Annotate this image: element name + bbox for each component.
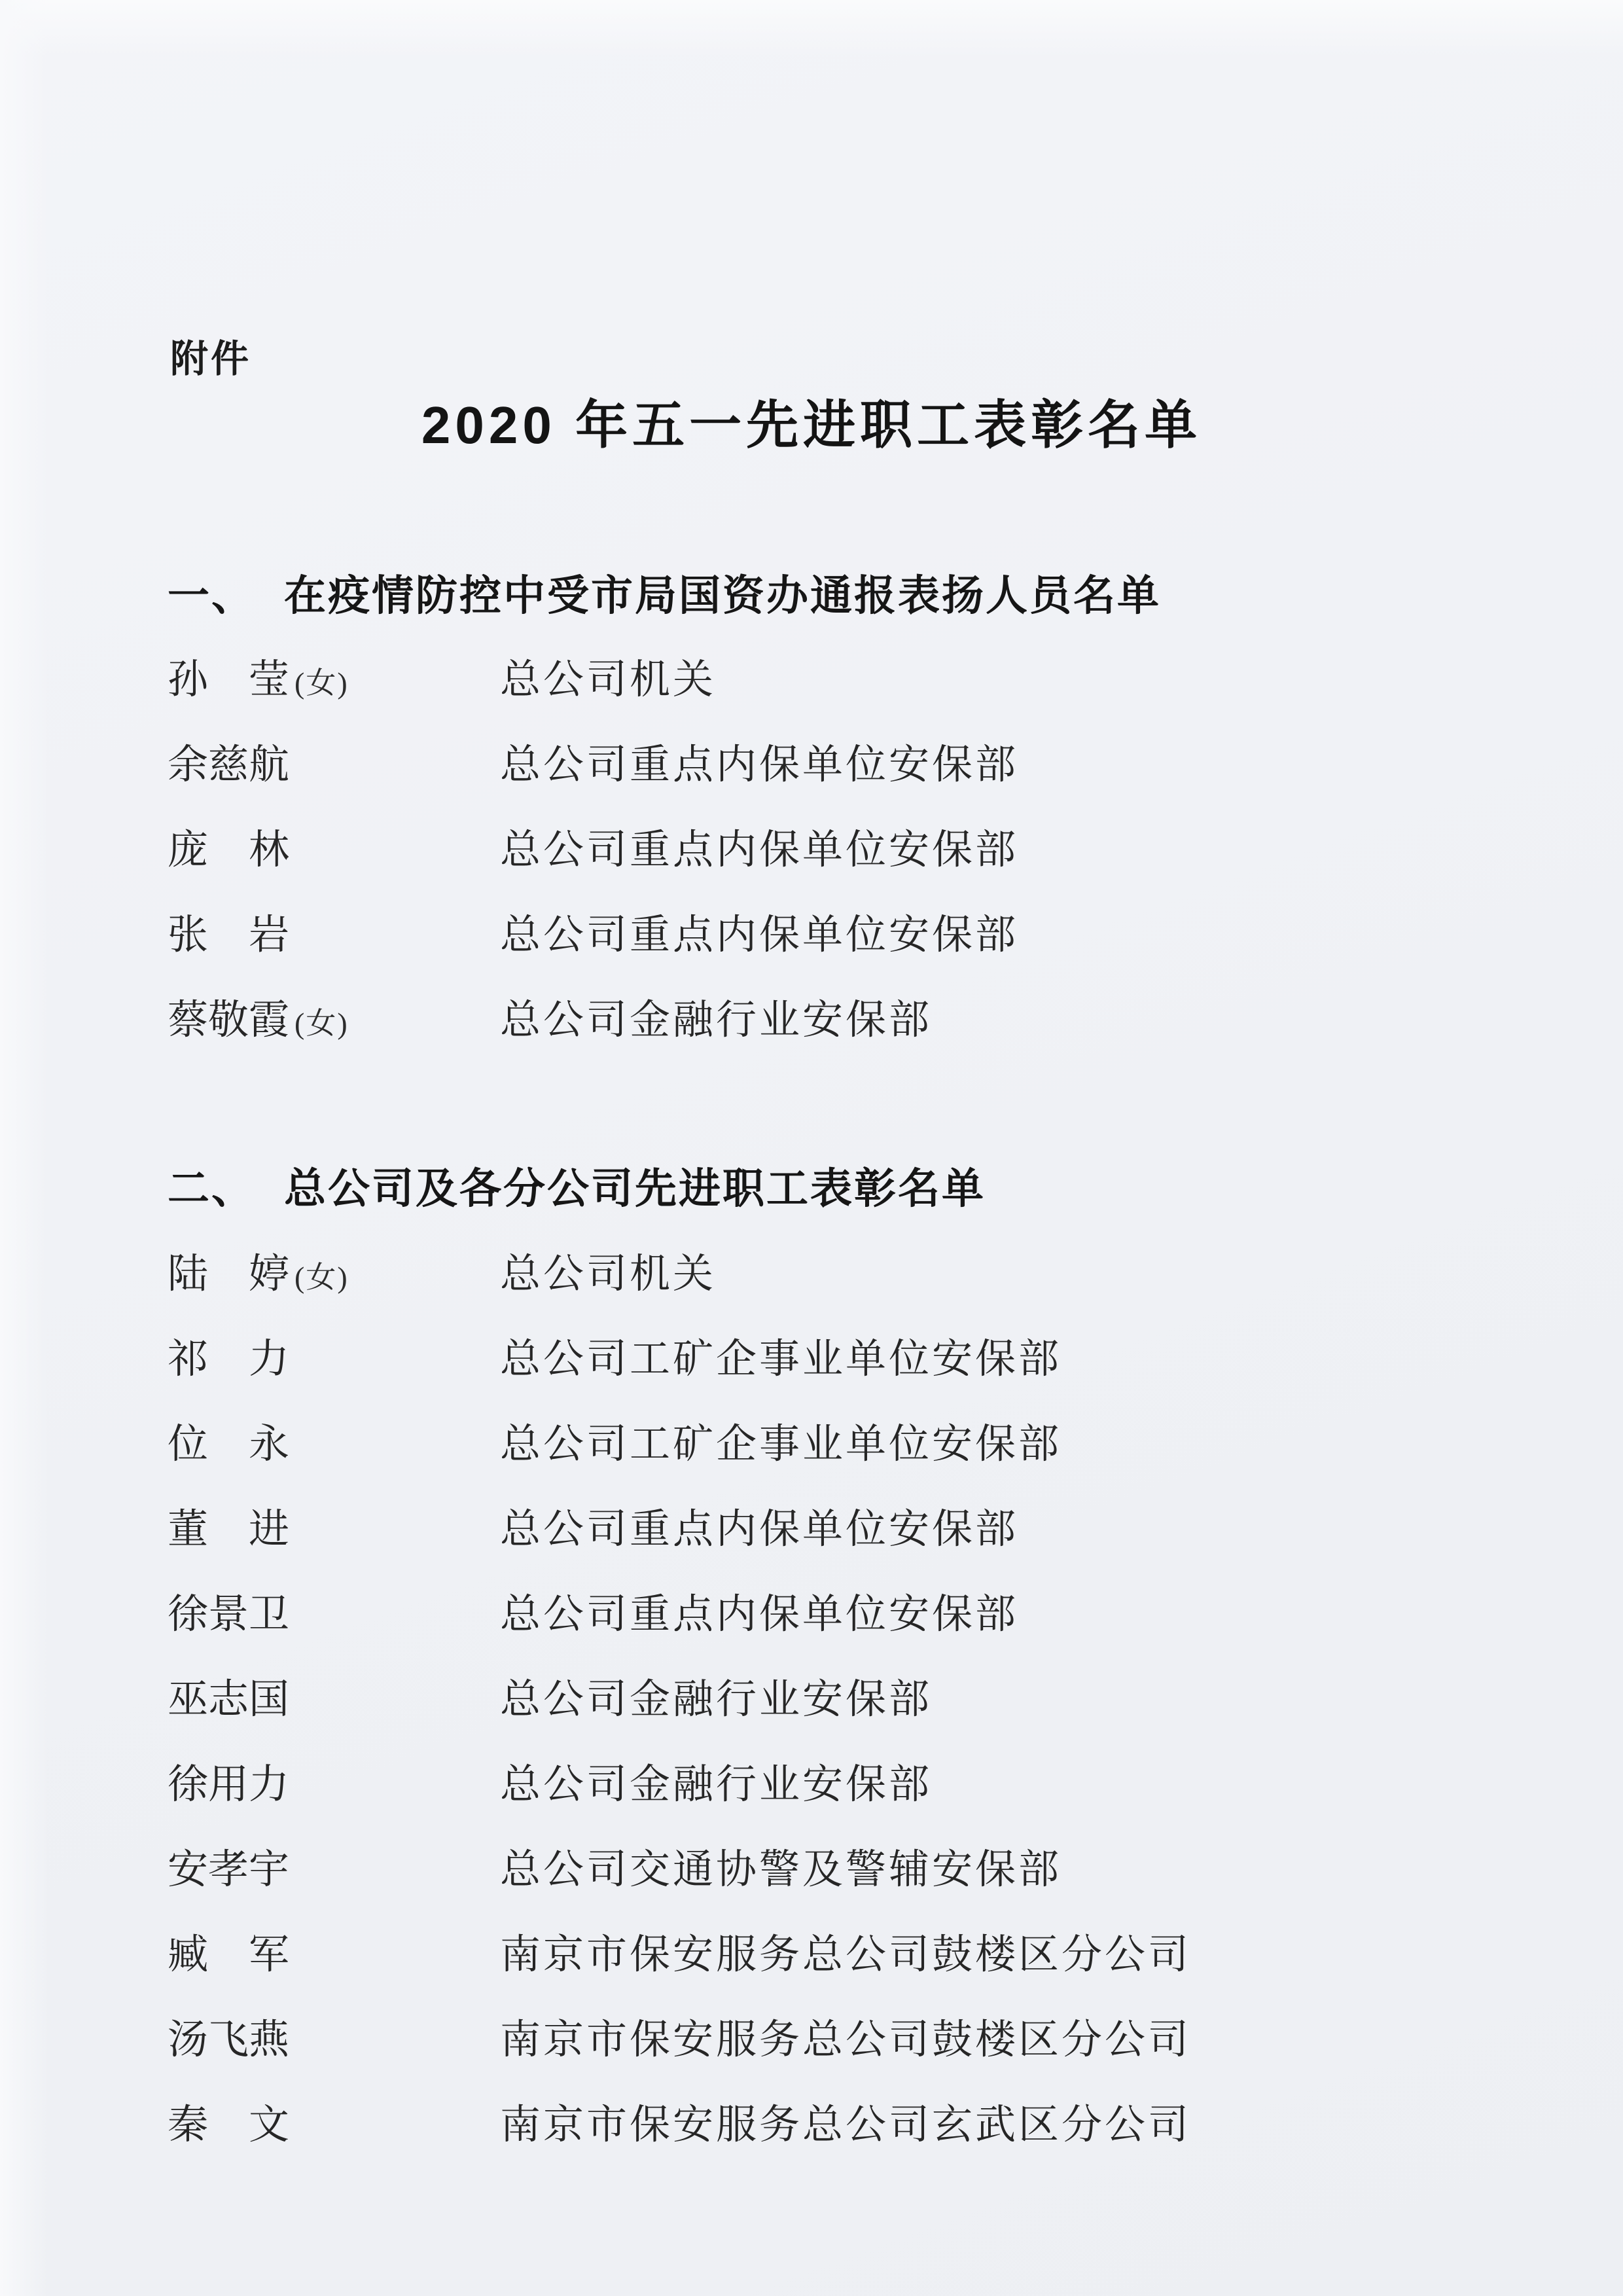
- honoree-unit: 南京市保安服务总公司鼓楼区分公司: [500, 2018, 1192, 2062]
- honoree-unit: 总公司金融行业安保部: [500, 1763, 933, 1807]
- honoree-unit: 南京市保安服务总公司玄武区分公司: [500, 2103, 1192, 2147]
- section-1-number: 一、: [168, 572, 255, 619]
- section-1-heading-text: 在疫情防控中受市局国资办通报表扬人员名单: [284, 572, 1161, 619]
- honoree-name: 臧 军: [168, 1933, 290, 1977]
- honoree-unit: 总公司重点内保单位安保部: [500, 1507, 1019, 1552]
- honoree-name-cell: [168, 745, 500, 785]
- honoree-name-cell: [168, 2020, 500, 2060]
- honoree-name-cell: [168, 1509, 500, 1550]
- gender-note: (女): [294, 666, 349, 700]
- honoree-row: [168, 1935, 1571, 2020]
- honoree-unit: 总公司重点内保单位安保部: [500, 743, 1019, 787]
- honoree-row: [168, 830, 1571, 915]
- honoree-name-cell: [168, 1935, 500, 1975]
- honoree-name: 孙 莹: [168, 658, 290, 702]
- honoree-name: 余慈航: [168, 743, 290, 787]
- honoree-unit: 总公司工矿企事业单位安保部: [500, 1422, 1062, 1467]
- honoree-name-cell: [168, 1424, 500, 1465]
- honoree-name-cell: [168, 1339, 500, 1380]
- honoree-name: 张 岩: [168, 913, 290, 958]
- honoree-unit: 总公司重点内保单位安保部: [500, 913, 1019, 958]
- honoree-unit: 南京市保安服务总公司鼓楼区分公司: [500, 1933, 1192, 1977]
- honoree-row: [168, 1850, 1571, 1935]
- honoree-unit: 总公司金融行业安保部: [500, 1677, 933, 1722]
- honoree-row: [168, 1509, 1571, 1594]
- honoree-name: 蔡敬霞: [168, 998, 290, 1043]
- honoree-name: 安孝宇: [168, 1848, 290, 1892]
- honoree-row: [168, 1765, 1571, 1850]
- section-2-heading-text: 总公司及各分公司先进职工表彰名单: [284, 1165, 986, 1212]
- document-title: 2020 年五一先进职工表彰名单: [421, 396, 1202, 454]
- honoree-row: [168, 1339, 1571, 1424]
- honoree-row: [168, 1594, 1571, 1679]
- section-1-list: [168, 660, 1571, 1085]
- honoree-unit: 总公司交通协警及警辅安保部: [500, 1848, 1062, 1892]
- honoree-unit: 总公司机关: [500, 658, 717, 702]
- honoree-name-cell: [168, 1594, 500, 1635]
- honoree-row: [168, 915, 1571, 1000]
- honoree-row: [168, 1679, 1571, 1765]
- attachment-label: 附件: [170, 338, 252, 380]
- honoree-row: [168, 2020, 1571, 2105]
- honoree-name-cell: [168, 660, 500, 700]
- section-2-number: 二、: [168, 1165, 255, 1212]
- honoree-name: 徐景卫: [168, 1592, 290, 1637]
- honoree-name: 秦 文: [168, 2103, 290, 2147]
- honoree-name: 董 进: [168, 1507, 290, 1552]
- honoree-name: 巫志国: [168, 1677, 290, 1722]
- section-2-heading: [168, 1165, 1544, 1212]
- gender-note: (女): [294, 1261, 349, 1294]
- honoree-row: [168, 1000, 1571, 1085]
- honoree-name-cell: [168, 1850, 500, 1890]
- honoree-unit: 总公司重点内保单位安保部: [500, 828, 1019, 872]
- honoree-unit: 总公司重点内保单位安保部: [500, 1592, 1019, 1637]
- honoree-name: 汤飞燕: [168, 2018, 290, 2062]
- honoree-name: 祁 力: [168, 1337, 290, 1382]
- honoree-name-cell: [168, 1000, 500, 1041]
- honoree-name: 位 永: [168, 1422, 290, 1467]
- honoree-name: 庞 林: [168, 828, 290, 872]
- honoree-name-cell: [168, 1765, 500, 1805]
- honoree-unit: 总公司金融行业安保部: [500, 998, 933, 1043]
- honoree-name-cell: [168, 1679, 500, 1720]
- honoree-row: [168, 745, 1571, 830]
- honoree-row: [168, 2105, 1571, 2190]
- honoree-row: [168, 660, 1571, 745]
- honoree-row: [168, 1424, 1571, 1509]
- gender-note: (女): [294, 1007, 349, 1040]
- section-1-heading: [168, 572, 1544, 619]
- honoree-name-cell: [168, 1254, 500, 1295]
- honoree-row: [168, 1254, 1571, 1339]
- honoree-name: 徐用力: [168, 1763, 290, 1807]
- honoree-unit: 总公司机关: [500, 1252, 717, 1297]
- section-2-list: [168, 1254, 1571, 2190]
- honoree-name: 陆 婷: [168, 1252, 290, 1297]
- honoree-name-cell: [168, 830, 500, 870]
- honoree-name-cell: [168, 915, 500, 956]
- honoree-name-cell: [168, 2105, 500, 2145]
- honoree-unit: 总公司工矿企事业单位安保部: [500, 1337, 1062, 1382]
